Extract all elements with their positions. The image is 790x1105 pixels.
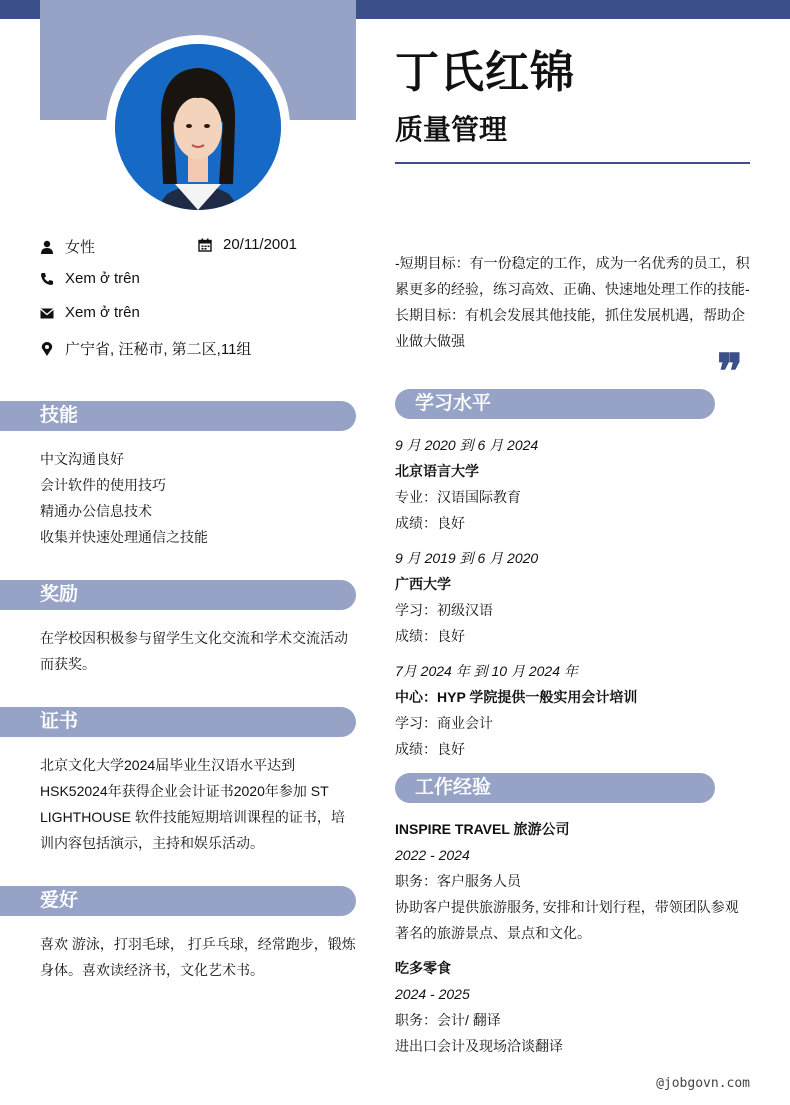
footer-watermark: @jobgovn.com bbox=[656, 1076, 750, 1091]
address-value: 广宁省, 汪秘市, 第二区,11组 bbox=[65, 341, 252, 358]
skills-header: 技能 bbox=[0, 401, 356, 431]
certificates-text: 北京文化大学2024届毕业生汉语水平达到HSK52024年获得企业会计证书2020年参加 ST LIGHTHOUSE 软件技能短期培训课程的证书，培训内容包括演示，主持和娱乐活动。 bbox=[40, 757, 345, 851]
education-major: 专业：汉语国际教育 bbox=[395, 489, 521, 505]
education-entry bbox=[395, 432, 750, 536]
job-title: 质量管理 bbox=[395, 114, 508, 145]
location-pin-icon bbox=[40, 342, 54, 356]
education-school: 广西大学 bbox=[395, 576, 451, 592]
hobbies-header: 爱好 bbox=[0, 886, 356, 916]
education-grade: 成绩：良好 bbox=[395, 741, 465, 757]
experience-description: 协助客户提供旅游服务, 安排和计划行程，带领团队参观著名的旅游景点、景点和文化。 bbox=[395, 899, 739, 941]
skills-list bbox=[40, 446, 208, 550]
education-grade: 成绩：良好 bbox=[395, 628, 465, 644]
experience-company: 吃多零食 bbox=[395, 960, 451, 976]
experience-role: 职务：客户服务人员 bbox=[395, 873, 521, 889]
list-item: 会计软件的使用技巧 bbox=[40, 477, 166, 493]
birthday-row bbox=[198, 236, 297, 253]
email-value[interactable]: Xem ở trên bbox=[65, 304, 140, 321]
education-entry bbox=[395, 545, 750, 649]
profile-photo bbox=[115, 44, 281, 210]
education-grade: 成绩：良好 bbox=[395, 515, 465, 531]
experience-role: 职务：会计/ 翻译 bbox=[395, 1012, 501, 1028]
person-name: 丁氏红锦 bbox=[395, 48, 575, 97]
certificates-header: 证书 bbox=[0, 707, 356, 737]
gender-value: 女性 bbox=[65, 239, 96, 256]
education-header: 学习水平 bbox=[395, 389, 715, 419]
experience-period: 2022 - 2024 bbox=[395, 847, 470, 863]
experience-company: INSPIRE TRAVEL 旅游公司 bbox=[395, 821, 570, 837]
birthday-value: 20/11/2001 bbox=[223, 236, 297, 253]
title-divider bbox=[395, 162, 750, 164]
education-entry bbox=[395, 658, 750, 762]
email-icon bbox=[40, 306, 54, 320]
experience-period: 2024 - 2025 bbox=[395, 986, 470, 1002]
awards-text: 在学校因积极参与留学生文化交流和学术交流活动而获奖。 bbox=[40, 630, 348, 672]
education-major: 学习：商业会计 bbox=[395, 715, 493, 731]
experience-description: 进出口会计及现场洽谈翻译 bbox=[395, 1038, 563, 1054]
calendar-icon bbox=[198, 238, 212, 252]
quote-icon: ❞ bbox=[717, 344, 743, 400]
career-objective: -短期目标：有一份稳定的工作，成为一名优秀的员工，积累更多的经验，练习高效、正确、快速地处理工作的技能-长期目标：有机会发展其他技能，抓住发展机遇，帮助企业做大做强 bbox=[395, 255, 750, 349]
education-date: 9 月 2019 到 6 月 2020 bbox=[395, 550, 539, 566]
gender-row bbox=[40, 236, 95, 257]
list-item: 收集并快速处理通信之技能 bbox=[40, 529, 208, 545]
awards-header: 奖励 bbox=[0, 580, 356, 610]
education-major: 学习：初级汉语 bbox=[395, 602, 493, 618]
list-item: 精通办公信息技术 bbox=[40, 503, 152, 519]
hobbies-text: 喜欢 游泳，打羽毛球， 打乒乓球，经常跑步，锻炼身体。喜欢读经济书，文化艺术书。 bbox=[40, 936, 356, 978]
email-row bbox=[40, 304, 140, 321]
education-school: 北京语言大学 bbox=[395, 463, 479, 479]
address-row bbox=[40, 338, 251, 359]
phone-icon bbox=[40, 272, 54, 286]
list-item: 中文沟通良好 bbox=[40, 451, 124, 467]
phone-row bbox=[40, 270, 140, 287]
phone-value[interactable]: Xem ở trên bbox=[65, 270, 140, 287]
education-date: 9 月 2020 到 6 月 2024 bbox=[395, 437, 539, 453]
experience-entry bbox=[395, 955, 750, 1059]
education-date: 7月 2024 年 到 10 月 2024 年 bbox=[395, 663, 578, 679]
experience-header: 工作经验 bbox=[395, 773, 715, 803]
person-icon bbox=[40, 240, 54, 254]
education-school: 中心：HYP 学院提供一般实用会计培训 bbox=[395, 689, 638, 705]
experience-entry bbox=[395, 816, 750, 946]
